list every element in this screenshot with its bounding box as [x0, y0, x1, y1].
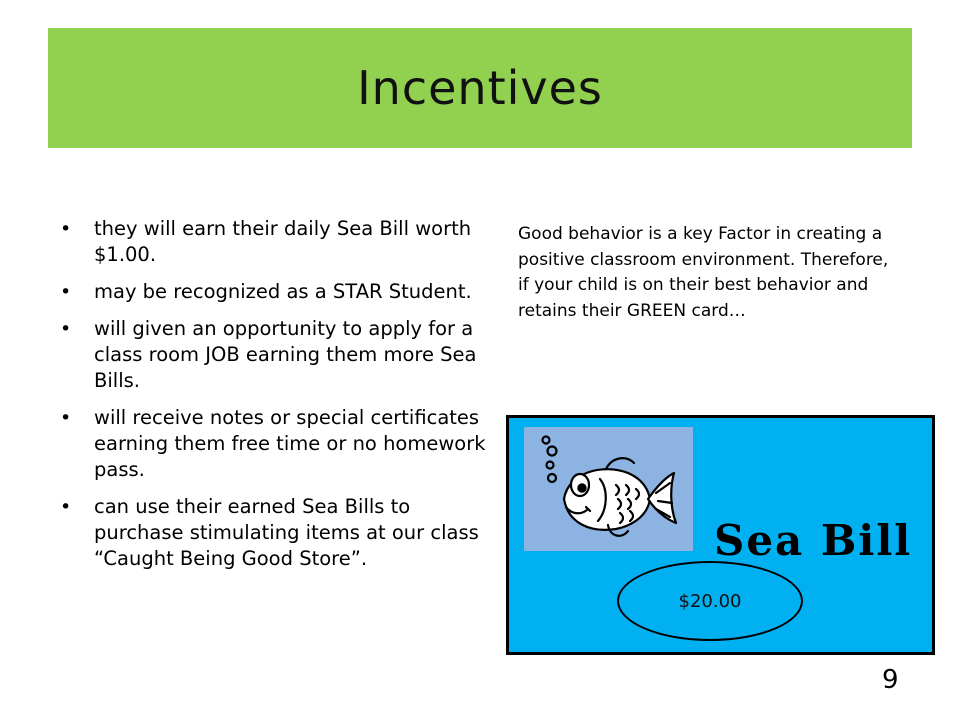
list-item: [58, 316, 488, 394]
amount-value: $20.00: [678, 590, 742, 612]
bullet-icon: •: [60, 281, 72, 303]
list-item-text: will receive notes or special certificates earning them free time or no homework pass.: [94, 406, 486, 481]
fish-with-bubbles-icon: [524, 427, 693, 551]
incentive-list: [58, 216, 488, 583]
list-item: [58, 494, 488, 572]
list-item: [58, 279, 488, 305]
page-number: 9: [882, 665, 899, 695]
intro-paragraph: Good behavior is a key Factor in creating a positive classroom environment. Therefore, if your child is on their best behavior and retains their GREEN card…: [518, 224, 889, 321]
list-item-text: they will earn their daily Sea Bill worth $1.00.: [94, 217, 472, 266]
bullet-icon: •: [60, 496, 72, 518]
slide-title: Incentives: [357, 61, 603, 115]
sea-bill-card: [506, 415, 935, 655]
amount-badge: [617, 561, 803, 641]
list-item-text: will given an opportunity to apply for a class room JOB earning them more Sea Bills.: [94, 317, 477, 392]
fish-picture-box: [524, 427, 693, 551]
bullet-icon: •: [60, 218, 72, 240]
sea-bill-label: Sea Bill: [714, 516, 913, 565]
bullet-icon: •: [60, 318, 72, 340]
title-bar: [48, 28, 912, 148]
bullet-icon: •: [60, 407, 72, 429]
list-item: [58, 405, 488, 483]
list-item: [58, 216, 488, 268]
list-item-text: can use their earned Sea Bills to purchase stimulating items at our class “Caught Being Good Store”.: [94, 495, 479, 570]
list-item-text: may be recognized as a STAR Student.: [94, 280, 472, 303]
